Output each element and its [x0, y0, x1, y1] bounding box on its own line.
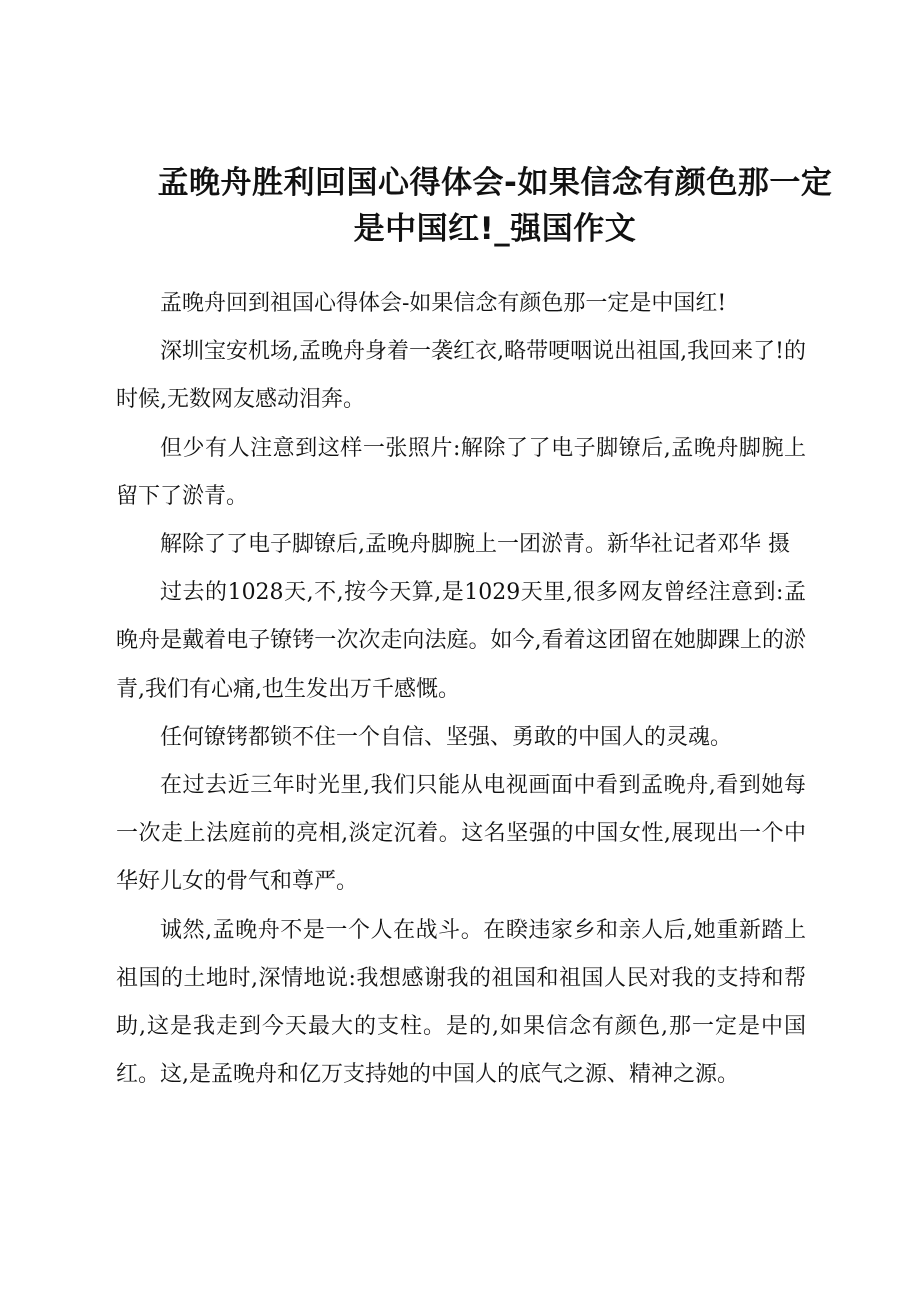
- paragraph: 深圳宝安机场,孟晚舟身着一袭红衣,略带哽咽说出祖国,我回来了!的时候,无数网友感动泪奔。: [116, 339, 806, 413]
- paragraph: 解除了了电子脚镣后,孟晚舟脚腕上一团淤青。新华社记者邓华 摄: [160, 532, 790, 558]
- paragraph: 但少有人注意到这样一张照片:解除了了电子脚镣后,孟晚舟脚腕上留下了淤青。: [116, 435, 806, 509]
- document-body: [116, 280, 806, 1099]
- paragraph: 过去的1028天,不,按今天算,是1029天里,很多网友曾经注意到:孟晚舟是戴着电子镣铐一次次走向法庭。如今,看着这团留在她脚踝上的淤青,我们有心痛,也生发出万千感慨。: [116, 580, 806, 702]
- paragraph: 孟晚舟回到祖国心得体会-如果信念有颜色那一定是中国红!: [160, 291, 727, 316]
- paragraph: 在过去近三年时光里,我们只能从电视画面中看到孟晚舟,看到她每一次走上法庭前的亮相,淡定沉着。这名坚强的中国女性,展现出一个中华好儿女的骨气和尊严。: [116, 773, 806, 895]
- paragraph: 诚然,孟晚舟不是一个人在战斗。在睽违家乡和亲人后,她重新踏上祖国的土地时,深情地说:我想感谢我的祖国和祖国人民对我的支持和帮助,这是我走到今天最大的支柱。是的,如果信念有颜色,那一定是中国红。这,是孟晚舟和亿万支持她的中国人的底气之源、精神之源。: [116, 917, 806, 1088]
- paragraph: 任何镣铐都锁不住一个自信、坚强、勇敢的中国人的灵魂。: [160, 724, 733, 750]
- document-title: 孟晚舟胜利回国心得体会-如果信念有颜色那一定是中国红!_强国作文: [157, 165, 833, 247]
